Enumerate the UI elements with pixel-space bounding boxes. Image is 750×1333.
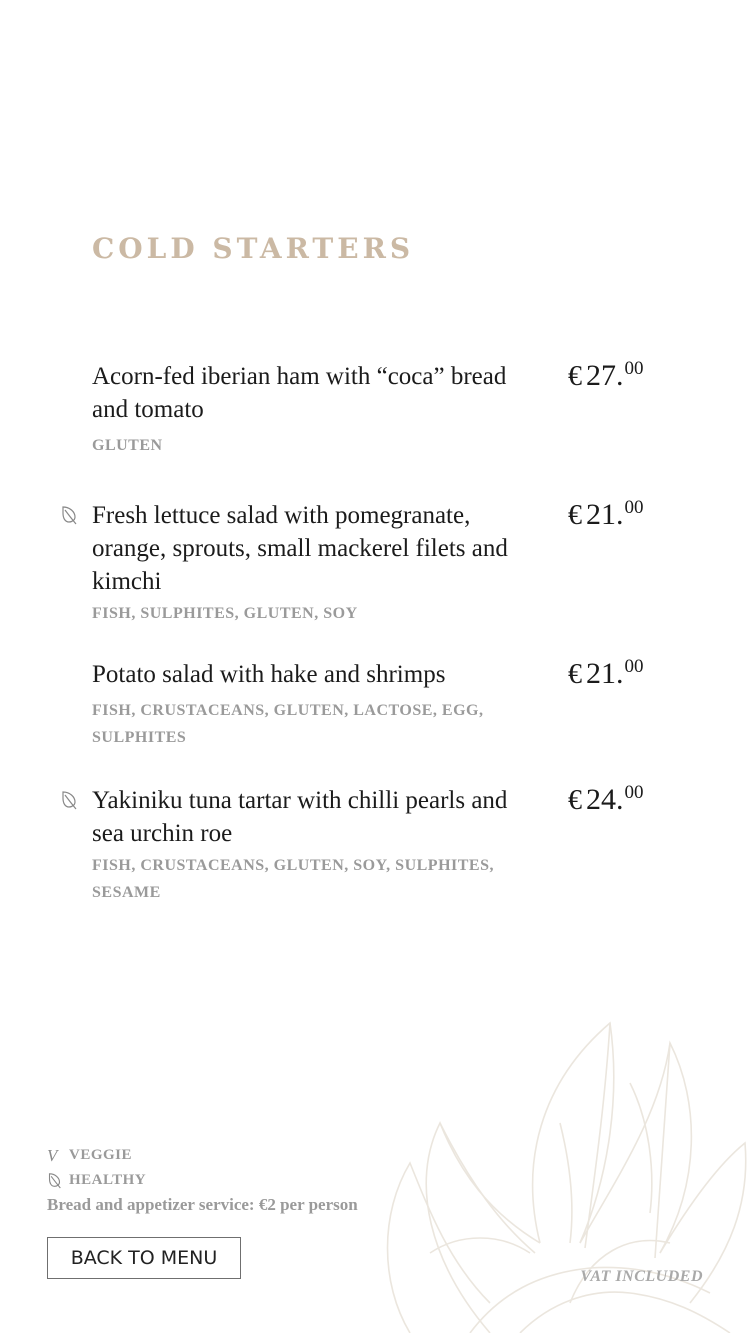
menu-item [92,360,652,459]
item-allergens: GLUTEN [92,437,163,454]
legend-healthy-label: HEALTHY [69,1172,147,1188]
item-price [568,782,644,817]
price-cents: 00 [624,497,644,518]
item-allergens: FISH, SULPHITES, GLUTEN, SOY [92,605,358,622]
price-currency: € [568,361,582,392]
legend-veggie [47,1143,146,1168]
price-main: 21. [586,657,624,690]
price-main: 27. [586,359,624,392]
item-price [568,497,644,532]
legend-healthy [47,1168,146,1193]
item-name: Potato salad with hake and shrimps [92,661,446,688]
item-price [568,358,644,393]
veggie-icon: V [47,1145,58,1165]
price-cents: 00 [624,656,644,677]
legend-veggie-label: VEGGIE [69,1147,133,1163]
price-cents: 00 [624,782,644,803]
item-name: Acorn-fed iberian ham with “coca” bread and tomato [92,363,507,423]
price-currency: € [568,500,582,531]
price-main: 21. [586,498,624,531]
item-allergens: FISH, CRUSTACEANS, GLUTEN, SOY, SULPHITES, SESAME [92,857,494,901]
back-to-menu-button[interactable]: BACK TO MENU [47,1237,241,1279]
item-name: Yakiniku tuna tartar with chilli pearls and sea urchin roe [92,787,508,847]
leaf-icon [60,790,78,810]
menu-item [92,784,652,906]
item-allergens: FISH, CRUSTACEANS, GLUTEN, LACTOSE, EGG, SULPHITES [92,702,484,746]
price-currency: € [568,785,582,816]
section-title: COLD STARTERS [92,232,415,265]
menu-item [92,658,652,751]
price-main: 24. [586,783,624,816]
item-price [568,656,644,691]
price-currency: € [568,659,582,690]
item-name: Fresh lettuce salad with pomegranate, orange, sprouts, small mackerel filets and kimchi [92,502,508,595]
bread-service-note: Bread and appetizer service: €2 per person [47,1195,358,1214]
price-cents: 00 [624,358,644,379]
leaf-icon [47,1172,62,1189]
legend [47,1143,146,1193]
menu-item [92,499,652,627]
vat-note: VAT INCLUDED [580,1268,703,1285]
leaf-icon [60,505,78,525]
